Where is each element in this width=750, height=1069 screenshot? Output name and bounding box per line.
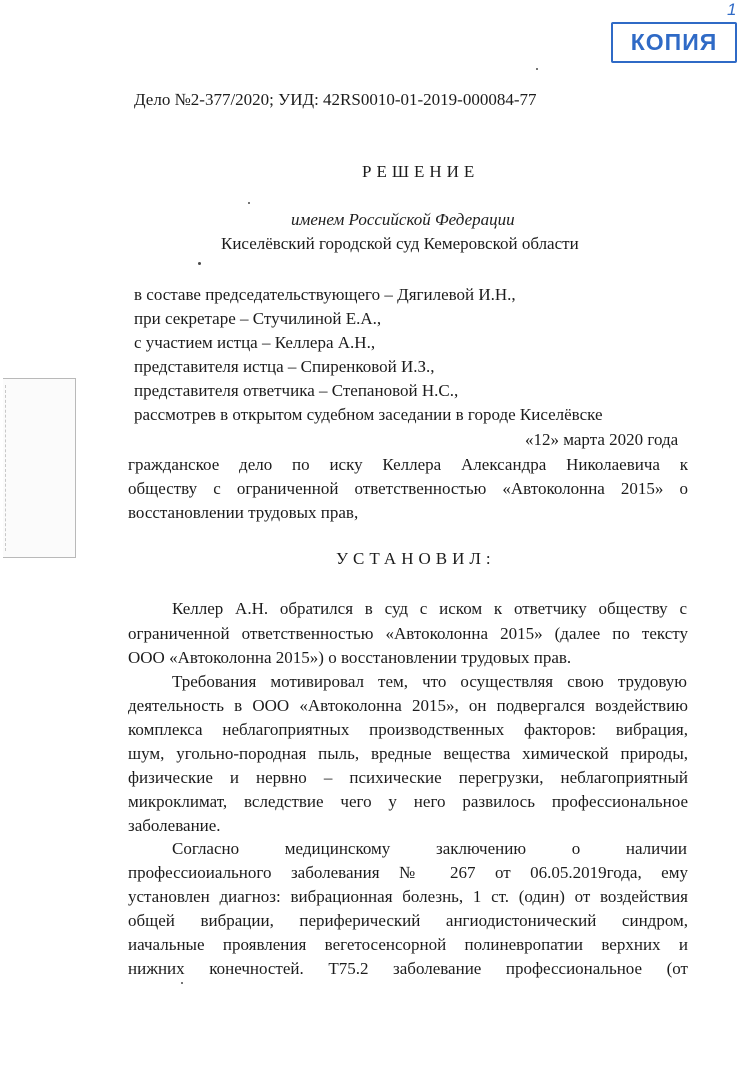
paragraph-line: установлен диагноз: вибрационная болезнь, 1 ст. (один) от воздействия <box>128 887 688 906</box>
paragraph-line: ООО «Автоколонна 2015») о восстановлении трудовых прав. <box>128 648 572 667</box>
copy-stamp-text: КОПИЯ <box>630 29 718 55</box>
paragraph-line: деятельность в ООО «Автоколонна 2015», он подвергался воздействию <box>128 696 688 715</box>
paragraph-line: профессиоиального заболевания № 267 от 06.05.2019года, ему <box>128 863 688 882</box>
composition-secretary: при секретаре – Стучилиной Е.А., <box>134 309 382 328</box>
composition-judge: в составе председательствующего – Дягилевой И.Н., <box>134 285 516 304</box>
composition-plaintiff-representative: представителя истца – Спиренковой И.З., <box>134 357 435 376</box>
paragraph-line: Келлер А.Н. обратился в суд с иском к ответчику обществу с <box>172 599 687 618</box>
decision-subtitle: именем Российской Федерации <box>291 210 515 229</box>
paragraph-line: Согласно медицинскому заключению о наличии <box>172 839 687 858</box>
hearing-date: «12» марта 2020 года <box>525 430 679 449</box>
paragraph-line: нижних конечностей. Т75.2 заболевание профессиональное (от <box>128 959 688 978</box>
scan-speck <box>248 202 250 204</box>
paragraph-line: общей вибрации, периферический ангиодистонический синдром, <box>128 911 688 930</box>
paragraph-line: Требования мотивировал тем, что осуществляя свою трудовую <box>172 672 687 691</box>
scan-speck <box>181 982 183 984</box>
paragraph-line: ограниченной ответственностью «Автоколонна 2015» (далее по тексту <box>128 624 688 643</box>
established-heading: УСТАНОВИЛ: <box>336 549 496 568</box>
case-description-line: восстановлении трудовых прав, <box>128 503 359 522</box>
composition-defendant-representative: представителя ответчика – Степановой Н.С., <box>134 381 459 400</box>
handwritten-page-number: 1 <box>727 0 737 19</box>
paragraph-line: микроклимат, вследствие чего у него развилось профессиональное <box>128 792 688 811</box>
copy-stamp <box>611 22 737 63</box>
case-description-line: гражданское дело по иску Келлера Александра Николаевича к <box>128 455 688 474</box>
composition-plaintiff: с участием истца – Келлера А.Н., <box>134 333 376 352</box>
case-number: Дело №2-377/2020; УИД: 42RS0010-01-2019-000084-77 <box>134 90 537 109</box>
paragraph-line: физические и нервно – психические перегрузки, неблагоприятный <box>128 768 688 787</box>
court-name: Киселёвский городской суд Кемеровской области <box>221 234 579 253</box>
scan-speck <box>198 262 201 265</box>
paragraph-line: иачальные проявления вегетосенсорной полиневропатии верхних и <box>128 935 688 954</box>
paragraph-line: заболевание. <box>128 816 221 835</box>
paragraph-line: шум, угольно-породная пыль, вредные вещества химической природы, <box>128 744 688 763</box>
scan-speck <box>536 68 538 70</box>
case-description-line: обществу с ограниченной ответственностью «Автоколонна 2015» о <box>128 479 688 498</box>
hearing-line: рассмотрев в открытом судебном заседании в городе Киселёвске <box>134 405 603 424</box>
decision-title: РЕШЕНИЕ <box>362 162 480 181</box>
scan-artifact-strip <box>3 378 76 558</box>
paragraph-line: комплекса неблагоприятных производственных факторов: вибрация, <box>128 720 688 739</box>
